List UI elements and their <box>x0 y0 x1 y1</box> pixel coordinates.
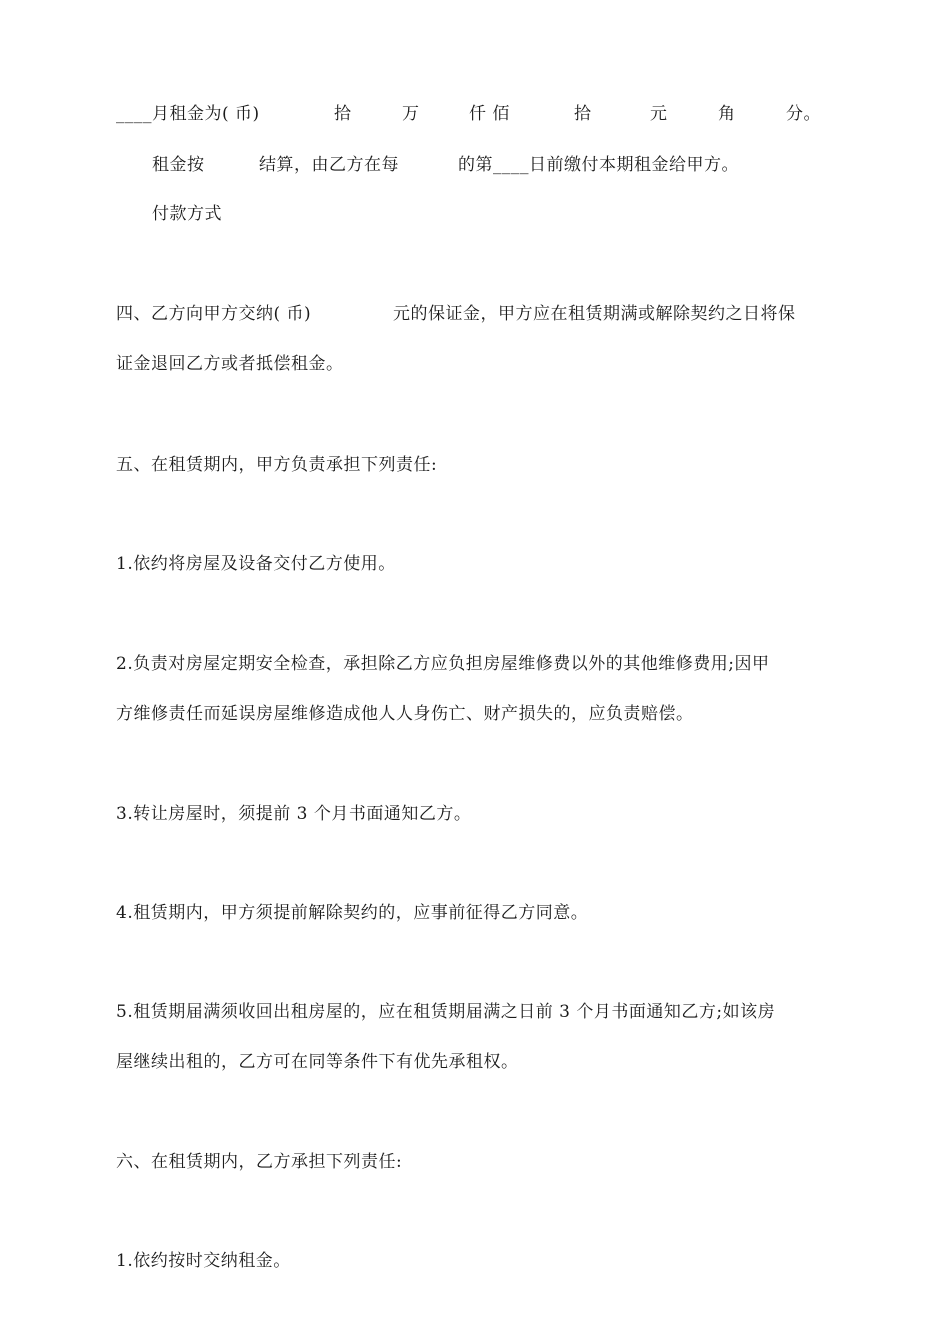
rent-amount-line <box>0 102 950 126</box>
clause-4-line-2 <box>0 352 950 376</box>
unit-wan: 万 <box>402 104 420 124</box>
rent-settle-text: 结算，由乙方在每 <box>259 155 399 175</box>
unit-fen: 分。 <box>786 104 821 124</box>
clause-5-item-4 <box>0 901 950 925</box>
clause-5-heading-text: 五、在租赁期内，甲方负责承担下列责任: <box>116 455 438 475</box>
clause-5-item-2-text-2: 方维修责任而延误房屋维修造成他人人身伤亡、财产损失的，应负责赔偿。 <box>116 704 694 724</box>
clause-5-item-5-line-1 <box>0 1000 950 1024</box>
rent-amount-prefix: 月租金为( 币) <box>152 104 260 124</box>
unit-yuan: 元 <box>650 104 668 124</box>
unit-jiao: 角 <box>718 104 736 124</box>
deposit-return-text: 证金退回乙方或者抵偿租金。 <box>116 354 344 374</box>
deposit-text: 元的保证金，甲方应在租赁期满或解除契约之日将保 <box>393 304 796 324</box>
clause-4-line-1 <box>0 302 950 326</box>
clause-5-item-2-line-1 <box>0 652 950 676</box>
rent-due-text: 的第____日前缴付本期租金给甲方。 <box>458 155 739 175</box>
rent-blank: ____ <box>116 104 152 124</box>
rent-payment-line <box>0 153 950 177</box>
unit-shi-2: 拾 <box>574 104 592 124</box>
clause-6-item-1-text: 1.依约按时交纳租金。 <box>116 1251 291 1271</box>
clause-5-item-3-text: 3.转让房屋时，须提前 3 个月书面通知乙方。 <box>116 804 472 824</box>
payment-method-line <box>0 202 950 226</box>
clause-5-item-2-text-1: 2.负责对房屋定期安全检查，承担除乙方应负担房屋维修费以外的其他维修费用;因甲 <box>116 654 770 674</box>
clause-5-item-2-line-2 <box>0 702 950 726</box>
clause-5-item-1-text: 1.依约将房屋及设备交付乙方使用。 <box>116 554 396 574</box>
clause-5-item-5-text-2: 屋继续出租的，乙方可在同等条件下有优先承租权。 <box>116 1052 519 1072</box>
clause-6-item-1 <box>0 1249 950 1273</box>
clause-5-item-3 <box>0 802 950 826</box>
clause-5-item-4-text: 4.租赁期内，甲方须提前解除契约的，应事前征得乙方同意。 <box>116 903 589 923</box>
unit-qian-bai: 仟 佰 <box>469 104 510 124</box>
clause-5-item-5-line-2 <box>0 1050 950 1074</box>
unit-shi-1: 拾 <box>334 104 352 124</box>
clause-6-heading <box>0 1150 950 1174</box>
payment-method-label: 付款方式 <box>152 204 222 224</box>
clause-6-heading-text: 六、在租赁期内，乙方承担下列责任: <box>116 1152 403 1172</box>
clause-5-item-1 <box>0 552 950 576</box>
clause-5-heading <box>0 453 950 477</box>
rent-settle-label: 租金按 <box>152 155 205 175</box>
clause-5-item-5-text-1: 5.租赁期届满须收回出租房屋的，应在租赁期届满之日前 3 个月书面通知乙方;如该房 <box>116 1002 776 1022</box>
deposit-prefix: 四、乙方向甲方交纳( 币) <box>116 304 312 324</box>
